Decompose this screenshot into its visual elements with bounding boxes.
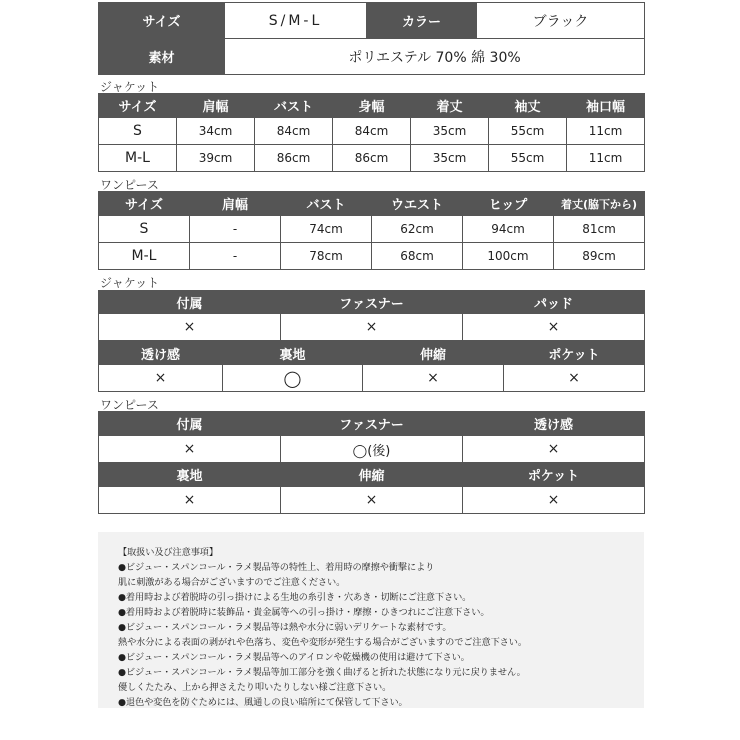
note-line: 肌に刺激がある場合がございますのでご注意ください。 xyxy=(118,577,346,588)
care-notes xyxy=(98,532,644,708)
feature-value: × xyxy=(504,365,645,392)
feature-value: ◯ xyxy=(223,365,363,392)
jacket-features-table-2 xyxy=(98,341,645,392)
note-line: 熱や水分による表面の剥がれや色落ち、変色や変形が発生する場合がございますのでご注意下さい。 xyxy=(118,637,527,648)
size-label: サイズ xyxy=(99,3,225,39)
feature-value: × xyxy=(99,314,281,341)
onepiece-size-title: ワンピース xyxy=(100,178,159,192)
onepiece-size-table xyxy=(98,191,645,270)
header-cell: ウエスト xyxy=(372,192,463,216)
table-row xyxy=(99,243,645,270)
header-cell: 着丈(脇下から) xyxy=(554,192,645,216)
onepiece-features-title: ワンピース xyxy=(100,398,159,412)
material-label: 素材 xyxy=(99,39,225,75)
color-value: ブラック xyxy=(477,3,645,39)
note-line: ●ビジュー・スパンコール・ラメ製品等の特性上、着用時の摩擦や衝撃により xyxy=(118,562,435,573)
table-cell: 35cm xyxy=(411,118,489,145)
feature-value: ◯(後) xyxy=(281,436,463,463)
table-cell: 86cm xyxy=(333,145,411,172)
onepiece-size-header-row xyxy=(99,192,645,216)
table-cell: M-L xyxy=(99,243,190,270)
table-cell: 74cm xyxy=(281,216,372,243)
header-cell: サイズ xyxy=(99,192,190,216)
table-cell: - xyxy=(190,216,281,243)
header-cell: 袖丈 xyxy=(489,94,567,118)
feature-value: × xyxy=(281,314,463,341)
table-cell: 81cm xyxy=(554,216,645,243)
feature-value: × xyxy=(363,365,504,392)
table-cell: 11cm xyxy=(567,145,645,172)
header-cell: 肩幅 xyxy=(177,94,255,118)
table-cell: 78cm xyxy=(281,243,372,270)
note-line: ●ビジュー・スパンコール・ラメ製品等加工部分を強く曲げると折れた状態になり元に戻りません。 xyxy=(118,667,526,678)
table-cell: 68cm xyxy=(372,243,463,270)
jacket-size-title: ジャケット xyxy=(100,80,160,94)
feature-header: 裏地 xyxy=(223,342,363,365)
feature-value: × xyxy=(99,436,281,463)
spec-table xyxy=(98,2,645,75)
feature-header: 伸縮 xyxy=(281,463,463,487)
table-cell: 35cm xyxy=(411,145,489,172)
jacket-size-table xyxy=(98,93,645,172)
header-cell: 身幅 xyxy=(333,94,411,118)
feature-value: × xyxy=(463,436,645,463)
table-row xyxy=(99,216,645,243)
feature-value: × xyxy=(463,487,645,514)
feature-header: 裏地 xyxy=(99,463,281,487)
feature-header: 付属 xyxy=(99,412,281,436)
material-value: ポリエステル 70% 綿 30% xyxy=(225,39,645,75)
feature-header: パッド xyxy=(463,291,645,314)
feature-header: ポケット xyxy=(504,342,645,365)
header-cell: バスト xyxy=(255,94,333,118)
note-line: ●着用時および着脱時に装飾品・貴金属等への引っ掛け・摩擦・ひきつれにご注意下さい。 xyxy=(118,607,490,618)
note-line: ●ビジュー・スパンコール・ラメ製品等は熱や水分に弱いデリケートな素材です。 xyxy=(118,622,452,633)
notes-heading: 【取扱い及び注意事項】 xyxy=(118,547,218,558)
feature-header: ファスナー xyxy=(281,291,463,314)
jacket-features-title: ジャケット xyxy=(100,276,160,290)
header-cell: ヒップ xyxy=(463,192,554,216)
table-cell: 89cm xyxy=(554,243,645,270)
size-value: S/M-L xyxy=(225,3,367,39)
feature-header: 伸縮 xyxy=(363,342,504,365)
color-label: カラー xyxy=(367,3,477,39)
table-cell: S xyxy=(99,118,177,145)
table-cell: 55cm xyxy=(489,118,567,145)
table-cell: 86cm xyxy=(255,145,333,172)
feature-value: × xyxy=(99,365,223,392)
header-cell: 袖口幅 xyxy=(567,94,645,118)
table-cell: 34cm xyxy=(177,118,255,145)
note-line: ●退色や変色を防ぐためには、風通しの良い暗所にて保管して下さい。 xyxy=(118,697,408,708)
table-row xyxy=(99,145,645,172)
onepiece-features-table xyxy=(98,411,645,514)
feature-header: 透け感 xyxy=(463,412,645,436)
feature-value: × xyxy=(99,487,281,514)
header-cell: 着丈 xyxy=(411,94,489,118)
header-cell: バスト xyxy=(281,192,372,216)
note-line: 優しくたたみ、上から押さえたり叩いたりしない様ご注意下さい。 xyxy=(118,682,392,693)
table-cell: 11cm xyxy=(567,118,645,145)
feature-header: ファスナー xyxy=(281,412,463,436)
feature-header: ポケット xyxy=(463,463,645,487)
table-cell: 55cm xyxy=(489,145,567,172)
note-line: ●ビジュー・スパンコール・ラメ製品等へのアイロンや乾燥機の使用は避けて下さい。 xyxy=(118,652,470,663)
table-cell: S xyxy=(99,216,190,243)
table-cell: 39cm xyxy=(177,145,255,172)
table-row xyxy=(99,118,645,145)
table-cell: M-L xyxy=(99,145,177,172)
table-cell: 100cm xyxy=(463,243,554,270)
table-cell: - xyxy=(190,243,281,270)
note-line: ●着用時および着脱時の引っ掛けによる生地の糸引き・穴あき・切断にご注意下さい。 xyxy=(118,592,472,603)
table-cell: 84cm xyxy=(333,118,411,145)
jacket-size-header-row xyxy=(99,94,645,118)
feature-value: × xyxy=(463,314,645,341)
table-cell: 84cm xyxy=(255,118,333,145)
feature-header: 透け感 xyxy=(99,342,223,365)
header-cell: サイズ xyxy=(99,94,177,118)
feature-value: × xyxy=(281,487,463,514)
header-cell: 肩幅 xyxy=(190,192,281,216)
table-cell: 62cm xyxy=(372,216,463,243)
feature-header: 付属 xyxy=(99,291,281,314)
jacket-features-table-1 xyxy=(98,290,645,341)
table-cell: 94cm xyxy=(463,216,554,243)
